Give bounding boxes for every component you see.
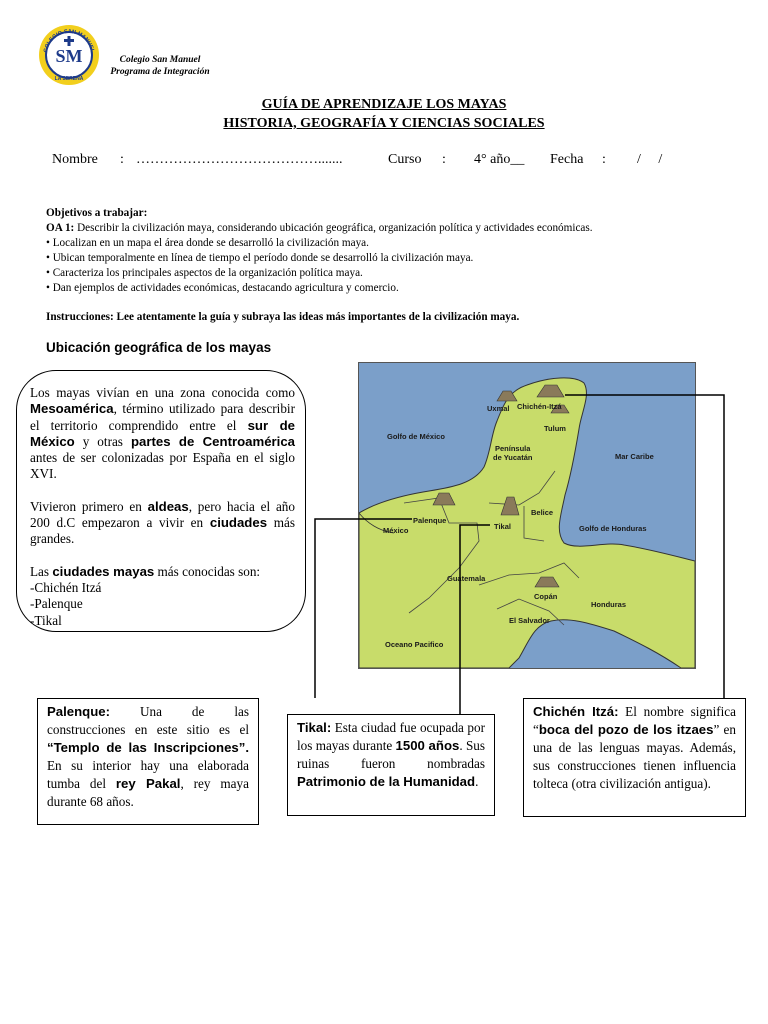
chichen-card: Chichén Itzá: El nombre significa “boca del pozo de los itzaes” en una de las lenguas mayas. Además, sus construcciones tienen influencia tolteca (otra civilización antigua).: [523, 698, 746, 817]
objectives-block: [46, 206, 726, 296]
map-label-copan: Copán: [534, 592, 558, 601]
guide-title: GUÍA DE APRENDIZAJE LOS MAYAS: [261, 97, 507, 112]
city-list-item: -Chichén Itzá: [30, 579, 102, 595]
date-field[interactable]: / /: [637, 152, 663, 167]
objective-bullet: • Localizan en un mapa el área donde se desarrolló la civilización maya.: [46, 237, 369, 249]
map-label-yucatan: de Yucatán: [493, 453, 533, 462]
tikal-card-title: Tikal:: [297, 720, 332, 735]
objective-bullet: • Ubican temporalmente en línea de tiempo el período donde se desarrolló la civilización maya.: [46, 252, 474, 264]
map-label-tikal: Tikal: [494, 522, 511, 531]
map-label-golfo-mexico: Golfo de México: [387, 432, 445, 441]
intro-paragraph-2: Vivieron primero en aldeas, pero hacia el año 200 d.C empezaron a vivir en ciudades más grandes.: [30, 498, 295, 547]
intro-paragraph-3: Las ciudades mayas más conocidas son:: [30, 563, 261, 579]
course-label: Curso: [388, 152, 422, 167]
map-label-golfo-honduras: Golfo de Honduras: [579, 524, 647, 533]
objective-bullet: • Dan ejemplos de actividades económicas, destacando agricultura y comercio.: [46, 282, 399, 294]
section-title: Ubicación geográfica de los mayas: [46, 340, 272, 355]
chichen-card-title: Chichén Itzá:: [533, 704, 619, 719]
map-label-uxmal: Uxmal: [487, 404, 510, 413]
course-field[interactable]: 4° año__: [474, 152, 525, 167]
maya-region-map: [358, 362, 696, 669]
city-list-item: -Tikal: [30, 612, 62, 628]
objective-bullet: • Caracteriza los principales aspectos de la organización política maya.: [46, 267, 363, 279]
palenque-card-title: Palenque:: [47, 704, 111, 719]
oa-text: Describir la civilización maya, considerando ubicación geográfica, organización política y actividades económicas.: [77, 222, 593, 234]
date-label: Fecha: [550, 152, 584, 167]
svg-text:COLEGIO SAN MANUEL: COLEGIO SAN MANUEL: [43, 28, 95, 53]
intro-text: [30, 385, 295, 629]
instructions: Instrucciones: Lee atentamente la guía y subraya las ideas más importantes de la civilización maya.: [46, 311, 520, 323]
tikal-card: Tikal: Esta ciudad fue ocupada por los mayas durante 1500 años. Sus ruinas fueron nombradas Patrimonio de la Humanidad.: [287, 714, 495, 816]
objectives-heading: Objetivos a trabajar:: [46, 207, 148, 219]
map-label-belice: Belice: [531, 508, 554, 517]
school-info: [100, 54, 220, 78]
subject-title: HISTORIA, GEOGRAFÍA Y CIENCIAS SOCIALES: [223, 116, 545, 131]
date-colon: :: [602, 152, 606, 167]
map-label-oceano: Oceano Pacifico: [385, 640, 444, 649]
name-colon: :: [120, 152, 124, 167]
school-logo: [38, 24, 100, 86]
map-label-mexico: México: [383, 526, 409, 535]
program-name: Programa de Integración: [110, 67, 210, 77]
map-label-chichen: Chichén-Itzá: [517, 402, 562, 411]
map-label-peninsula: Península: [495, 444, 531, 453]
map-label-guatemala: Guatemala: [447, 574, 486, 583]
map-label-honduras: Honduras: [591, 600, 627, 609]
school-name: Colegio San Manuel: [119, 55, 201, 65]
city-list-item: -Palenque: [30, 596, 83, 612]
palenque-card: Palenque: Una de las construcciones en este sitio es el “Templo de las Inscripciones”. En su interior hay una elaborada tumba del rey Pakal, rey maya durante 68 años.: [37, 698, 259, 825]
map-label-mar-caribe: Mar Caribe: [615, 452, 654, 461]
svg-text:SM: SM: [55, 46, 83, 66]
map-label-palenque: Palenque: [413, 516, 447, 525]
map-label-tulum: Tulum: [544, 424, 566, 433]
course-colon: :: [442, 152, 446, 167]
oa-label: OA 1:: [46, 222, 75, 234]
intro-paragraph-1: Los mayas vivían en una zona conocida como Mesoamérica, término utilizado para describir el territorio comprendido entre el sur de México y otras partes de Centroamérica antes de ser colonizadas por España en el siglo XVI.: [30, 385, 296, 482]
name-label: Nombre: [52, 152, 98, 167]
svg-text:LA SERENA: LA SERENA: [54, 76, 84, 82]
map-label-el-salvador: El Salvador: [509, 616, 550, 625]
name-field[interactable]: ………………………………….......: [136, 152, 343, 167]
